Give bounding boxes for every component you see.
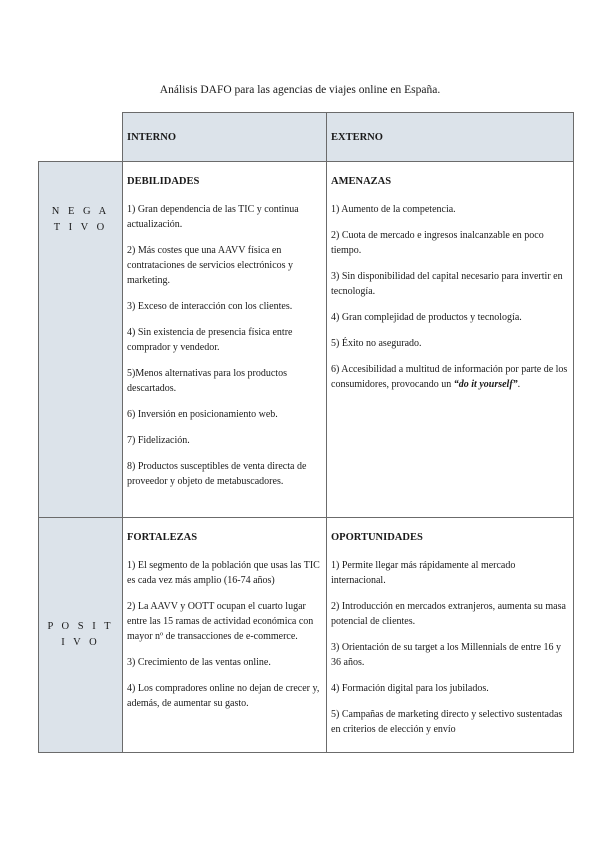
list-item: 4) Los compradores online no dejan de crecer y, además, de aumentar su gasto. xyxy=(127,683,320,709)
list-item: 4) Sin existencia de presencia física entre comprador y vendedor. xyxy=(127,327,293,353)
list-item: 5)Menos alternativas para los productos descartados. xyxy=(127,368,287,394)
amenazas-cell xyxy=(327,162,574,518)
row-label-positivo: P O S I T I V O xyxy=(39,518,123,753)
list-item: 5) Éxito no asegurado. xyxy=(331,338,422,349)
debilidades-heading: DEBILIDADES xyxy=(127,176,200,187)
row-positivo xyxy=(39,518,574,753)
list-item: 5) Campañas de marketing directo y selectivo sustentadas en criterios de elección y envío xyxy=(331,709,563,735)
column-header-externo: EXTERNO xyxy=(327,113,574,162)
list-item: 1) Gran dependencia de las TIC y continua actualización. xyxy=(127,204,299,230)
list-item: 1) Aumento de la competencia. xyxy=(331,204,456,215)
item-text: 6) Accesibilidad a multitud de información por parte de los consumidores, provocando un xyxy=(331,364,568,390)
list-item: 2) Cuota de mercado e ingresos inalcanzable en poco tiempo. xyxy=(331,230,544,256)
corner-cell xyxy=(39,113,123,162)
oportunidades-cell xyxy=(327,518,574,753)
list-item: 1) Permite llegar más rápidamente al mercado internacional. xyxy=(331,560,516,586)
item-end: . xyxy=(517,379,521,390)
document-title: Análisis DAFO para las agencias de viajes online en España. xyxy=(159,84,441,96)
list-item: 4) Formación digital para los jubilados. xyxy=(331,683,489,694)
oportunidades-heading: OPORTUNIDADES xyxy=(331,532,423,543)
row-negativo xyxy=(39,162,574,518)
list-item: 8) Productos susceptibles de venta directa de proveedor y objeto de metabuscadores. xyxy=(127,461,307,487)
fortalezas-cell xyxy=(123,518,327,753)
list-item: 3) Orientación de su target a los Millennials de entre 16 y 36 años. xyxy=(331,642,562,668)
fortalezas-heading: FORTALEZAS xyxy=(127,532,198,543)
list-item: 2) Introducción en mercados extranjeros, aumenta su masa potencial de clientes. xyxy=(331,601,566,627)
list-item: 6) Inversión en posicionamiento web. xyxy=(127,409,278,420)
list-item xyxy=(331,362,569,392)
dafo-table xyxy=(38,112,574,753)
column-header-interno: INTERNO xyxy=(123,113,327,162)
debilidades-cell xyxy=(123,162,327,518)
amenazas-heading: AMENAZAS xyxy=(331,176,392,187)
list-item: 2) Más costes que una AAVV física en contrataciones de servicios electrónicos y marketing. xyxy=(127,245,294,286)
emphasis-text: “do it yourself” xyxy=(453,379,518,390)
list-item: 3) Exceso de interacción con los clientes. xyxy=(127,301,293,312)
list-item: 2) La AAVV y OOTT ocupan el cuarto lugar entre las 15 ramas de actividad económica con mayor nº de transacciones de e-commerce. xyxy=(127,601,314,642)
list-item: 1) El segmento de la población que usas las TIC es cada vez más amplio (16-74 años) xyxy=(127,560,320,586)
row-label-negativo: N E G A T I V O xyxy=(39,162,123,518)
list-item: 4) Gran complejidad de productos y tecnología. xyxy=(331,312,522,323)
list-item: 3) Sin disponibilidad del capital necesario para invertir en tecnología. xyxy=(331,271,563,297)
list-item: 3) Crecimiento de las ventas online. xyxy=(127,657,271,668)
header-row xyxy=(39,113,574,162)
list-item: 7) Fidelización. xyxy=(127,435,190,446)
